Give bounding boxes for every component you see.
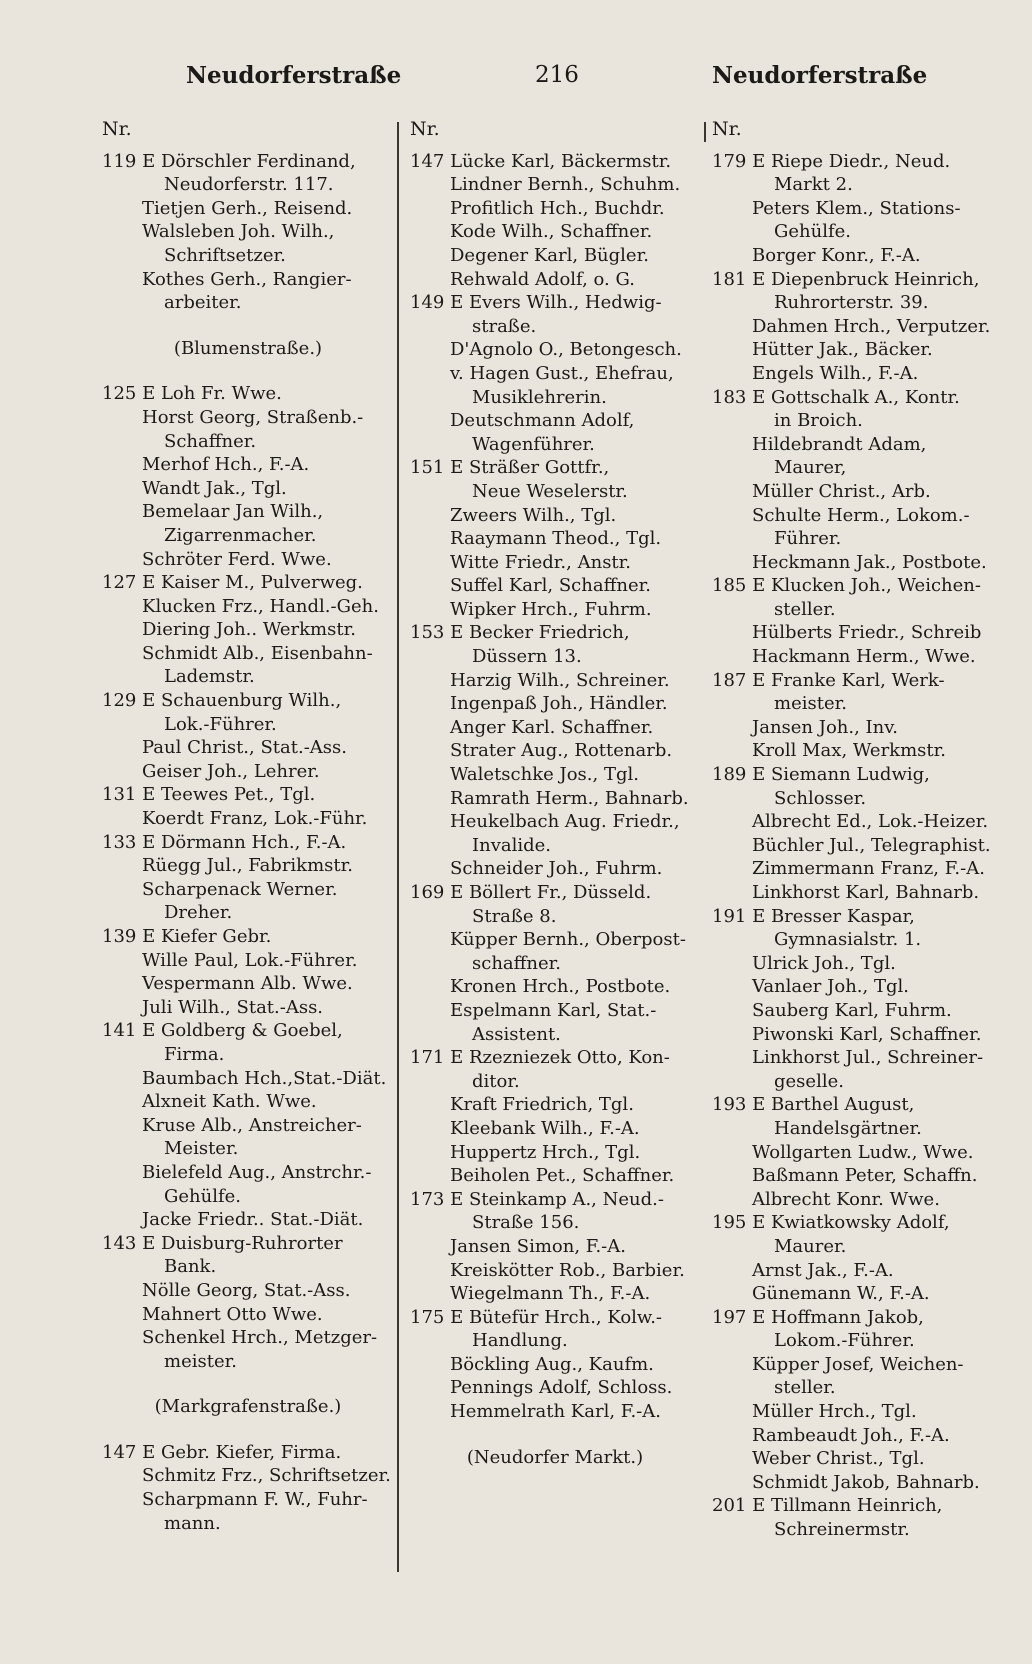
directory-line: 153 E Becker Friedrich, bbox=[410, 622, 630, 644]
directory-line: Albrecht Konr. Wwe. bbox=[752, 1188, 940, 1210]
directory-line: Geiser Joh., Lehrer. bbox=[142, 760, 320, 782]
directory-line: Koerdt Franz, Lok.-Führ. bbox=[142, 808, 368, 830]
directory-line: Maurer, bbox=[774, 457, 847, 479]
directory-line: Sauberg Karl, Fuhrm. bbox=[752, 999, 952, 1021]
directory-line: 193 E Barthel August, bbox=[712, 1094, 915, 1116]
directory-line: Bank. bbox=[164, 1256, 217, 1278]
directory-line: 125 E Loh Fr. Wwe. bbox=[102, 383, 282, 405]
directory-line: v. Hagen Gust., Ehefrau, bbox=[450, 362, 674, 384]
directory-line: Albrecht Ed., Lok.-Heizer. bbox=[752, 811, 989, 833]
directory-line: Hülberts Friedr., Schreib bbox=[752, 622, 982, 644]
directory-line: Baßmann Peter, Schaffn. bbox=[752, 1165, 978, 1187]
directory-line: Ulrick Joh., Tgl. bbox=[752, 952, 896, 974]
directory-line: Walsleben Joh. Wilh., bbox=[142, 221, 335, 243]
directory-line: Kruse Alb., Anstreicher- bbox=[142, 1114, 362, 1136]
directory-line: Alxneit Kath. Wwe. bbox=[142, 1091, 317, 1113]
directory-line: Tietjen Gerh., Reisend. bbox=[142, 197, 353, 219]
directory-line: Dreher. bbox=[164, 902, 233, 924]
directory-line: Jansen Joh., Inv. bbox=[752, 716, 899, 738]
directory-line: Borger Konr., F.-A. bbox=[752, 244, 921, 266]
directory-line: D'Agnolo O., Betongesch. bbox=[450, 339, 682, 361]
directory-line: Straße 156. bbox=[472, 1212, 580, 1234]
directory-line: 181 E Diepenbruck Heinrich, bbox=[712, 268, 980, 290]
directory-line: 195 E Kwiatkowsky Adolf, bbox=[712, 1212, 950, 1234]
directory-line: Schmidt Alb., Eisenbahn- bbox=[142, 642, 373, 664]
directory-line: Hemmelrath Karl, F.-A. bbox=[450, 1401, 661, 1423]
directory-line: Lokom.-Führer. bbox=[774, 1330, 915, 1352]
directory-line: Kronen Hrch., Postbote. bbox=[450, 976, 671, 998]
directory-line: Klucken Frz., Handl.-Geh. bbox=[142, 595, 379, 617]
directory-line: Lademstr. bbox=[164, 666, 255, 688]
directory-line: Deutschmann Adolf, bbox=[450, 410, 635, 432]
directory-line: 191 E Bresser Kaspar, bbox=[712, 905, 915, 927]
directory-line: 173 E Steinkamp A., Neud.- bbox=[410, 1188, 664, 1210]
directory-line: arbeiter. bbox=[164, 292, 242, 314]
directory-line: in Broich. bbox=[774, 410, 863, 432]
directory-line: Rüegg Jul., Fabrikmstr. bbox=[142, 855, 353, 877]
directory-line: Engels Wilh., F.-A. bbox=[752, 362, 919, 384]
directory-line: Küpper Bernh., Oberpost- bbox=[450, 929, 686, 951]
spacer bbox=[102, 1419, 394, 1441]
directory-line: Kroll Max, Werkmstr. bbox=[752, 740, 946, 762]
directory-line: Merhof Hch., F.-A. bbox=[142, 454, 310, 476]
directory-line: 149 E Evers Wilh., Hedwig- bbox=[410, 292, 662, 314]
directory-line: Arnst Jak., F.-A. bbox=[752, 1259, 894, 1281]
street-section-heading: (Markgrafenstraße.) bbox=[154, 1396, 342, 1418]
directory-line: Gehülfe. bbox=[774, 221, 852, 243]
directory-line: Heukelbach Aug. Friedr., bbox=[450, 811, 680, 833]
directory-line: Lok.-Führer. bbox=[164, 713, 277, 735]
column-heading-nr: Nr. bbox=[102, 118, 132, 140]
directory-line: Handelsgärtner. bbox=[774, 1117, 922, 1139]
column-heading-nr: Nr. bbox=[712, 118, 742, 140]
directory-line: Heckmann Jak., Postbote. bbox=[752, 551, 987, 573]
directory-line: Ingenpaß Joh., Händler. bbox=[450, 693, 668, 715]
column-divider bbox=[704, 122, 706, 142]
spacer bbox=[102, 315, 394, 337]
directory-line: Espelmann Karl, Stat.- bbox=[450, 999, 657, 1021]
directory-line: 175 E Bütefür Hrch., Kolw.- bbox=[410, 1306, 662, 1328]
directory-line: 141 E Goldberg & Goebel, bbox=[102, 1020, 343, 1042]
directory-line: Kothes Gerh., Rangier- bbox=[142, 268, 352, 290]
directory-line: Linkhorst Karl, Bahnarb. bbox=[752, 882, 980, 903]
directory-line: Baumbach Hch.,Stat.-Diät. bbox=[142, 1067, 387, 1089]
directory-line: 169 E Böllert Fr., Düsseld. bbox=[410, 882, 652, 903]
directory-line: Weber Christ., Tgl. bbox=[752, 1448, 925, 1470]
directory-line: Handlung. bbox=[472, 1330, 568, 1352]
directory-line: Zigarrenmacher. bbox=[164, 524, 317, 546]
directory-line: Pennings Adolf, Schloss. bbox=[450, 1377, 673, 1399]
directory-line: Kraft Friedrich, Tgl. bbox=[450, 1094, 634, 1116]
directory-line: Kreiskötter Rob., Barbier. bbox=[450, 1259, 685, 1281]
directory-line: Wagenführer. bbox=[472, 433, 595, 455]
directory-line: Juli Wilh., Stat.-Ass. bbox=[142, 996, 324, 1018]
directory-line: 119 E Dörschler Ferdinand, bbox=[102, 150, 356, 172]
directory-line: Ramrath Herm., Bahnarb. bbox=[450, 787, 689, 809]
directory-line: 127 E Kaiser M., Pulverweg. bbox=[102, 572, 363, 594]
running-head-left: Neudorferstraße bbox=[186, 62, 402, 89]
spacer bbox=[410, 1424, 700, 1446]
directory-line: 189 E Siemann Ludwig, bbox=[712, 764, 930, 786]
directory-line: Harzig Wilh., Schreiner. bbox=[450, 669, 670, 691]
directory-line: Suffel Karl, Schaffner. bbox=[450, 575, 651, 597]
directory-line: Schröter Ferd. Wwe. bbox=[142, 548, 332, 570]
directory-line: Böckling Aug., Kaufm. bbox=[450, 1353, 654, 1375]
directory-line: geselle. bbox=[774, 1070, 844, 1092]
directory-line: Nölle Georg, Stat.-Ass. bbox=[142, 1279, 351, 1301]
directory-line: ditor. bbox=[472, 1070, 520, 1092]
directory-line: Bielefeld Aug., Anstrchr.- bbox=[142, 1161, 372, 1183]
directory-line: Jansen Simon, F.-A. bbox=[450, 1235, 626, 1257]
directory-line: Schenkel Hrch., Metzger- bbox=[142, 1327, 378, 1349]
directory-line: Schneider Joh., Fuhrm. bbox=[450, 858, 663, 880]
directory-line: Meister. bbox=[164, 1138, 239, 1160]
directory-line: Scharpenack Werner. bbox=[142, 878, 338, 900]
directory-line: Dahmen Hrch., Verputzer. bbox=[752, 315, 991, 337]
running-head-right: Neudorferstraße bbox=[712, 62, 928, 89]
directory-line: Schlosser. bbox=[774, 787, 867, 809]
directory-line: Mahnert Otto Wwe. bbox=[142, 1303, 323, 1325]
directory-line: Rehwald Adolf, o. G. bbox=[450, 268, 635, 290]
directory-line: Profitlich Hch., Buchdr. bbox=[450, 197, 665, 219]
directory-line: Waletschke Jos., Tgl. bbox=[450, 764, 639, 786]
directory-line: Zweers Wilh., Tgl. bbox=[450, 504, 617, 526]
directory-line: Scharpmann F. W., Fuhr- bbox=[142, 1489, 368, 1511]
column-2 bbox=[410, 118, 700, 1469]
column-3 bbox=[712, 118, 1012, 1542]
directory-line: 197 E Hoffmann Jakob, bbox=[712, 1306, 924, 1328]
directory-line: Musiklehrerin. bbox=[472, 386, 607, 408]
directory-line: Hackmann Herm., Wwe. bbox=[752, 646, 976, 668]
directory-line: schaffner. bbox=[472, 952, 562, 974]
directory-line: 171 E Rzezniezek Otto, Kon- bbox=[410, 1047, 670, 1069]
directory-line: Invalide. bbox=[472, 834, 552, 856]
page-header bbox=[0, 62, 1032, 102]
directory-line: Ruhrorterstr. 39. bbox=[774, 292, 929, 314]
directory-line: Degener Karl, Bügler. bbox=[450, 244, 649, 266]
directory-line: Schmidt Jakob, Bahnarb. bbox=[752, 1471, 980, 1493]
directory-line: Zimmermann Franz, F.-A. bbox=[752, 858, 985, 880]
directory-line: Anger Karl. Schaffner. bbox=[450, 716, 654, 738]
directory-line: mann. bbox=[164, 1512, 221, 1534]
spacer bbox=[102, 1373, 394, 1395]
spacer bbox=[102, 360, 394, 382]
directory-line: Kode Wilh., Schaffner. bbox=[450, 221, 653, 243]
directory-line: Küpper Josef, Weichen- bbox=[752, 1353, 964, 1375]
directory-line: meister. bbox=[164, 1350, 237, 1372]
directory-line: 185 E Klucken Joh., Weichen- bbox=[712, 575, 981, 597]
directory-line: Hütter Jak., Bäcker. bbox=[752, 339, 933, 361]
directory-line: Wiegelmann Th., F.-A. bbox=[450, 1283, 651, 1305]
directory-line: Neudorferstr. 117. bbox=[164, 174, 334, 196]
directory-line: Rambeaudt Joh., F.-A. bbox=[752, 1424, 950, 1446]
directory-line: Diering Joh.. Werkmstr. bbox=[142, 619, 356, 641]
directory-line: Vanlaer Joh., Tgl. bbox=[752, 976, 909, 998]
directory-line: Führer. bbox=[774, 528, 842, 550]
directory-line: Vespermann Alb. Wwe. bbox=[142, 973, 353, 995]
directory-line: Straße 8. bbox=[472, 905, 557, 927]
directory-line: Jacke Friedr.. Stat.-Diät. bbox=[142, 1209, 364, 1231]
directory-line: Raaymann Theod., Tgl. bbox=[450, 528, 662, 550]
directory-line: Wandt Jak., Tgl. bbox=[142, 477, 287, 499]
directory-line: Düssern 13. bbox=[472, 646, 582, 668]
directory-line: steller. bbox=[774, 598, 836, 620]
directory-line: 129 E Schauenburg Wilh., bbox=[102, 690, 342, 712]
directory-line: Huppertz Hrch., Tgl. bbox=[450, 1141, 641, 1163]
directory-line: Horst Georg, Straßenb.- bbox=[142, 406, 364, 428]
directory-line: straße. bbox=[472, 315, 537, 337]
directory-line: Lindner Bernh., Schuhm. bbox=[450, 174, 681, 196]
directory-line: Peters Klem., Stations- bbox=[752, 197, 961, 219]
directory-line: Schriftsetzer. bbox=[164, 244, 286, 266]
directory-line: Schulte Herm., Lokom.- bbox=[752, 504, 970, 526]
column-heading-nr: Nr. bbox=[410, 118, 440, 140]
directory-line: Günemann W., F.-A. bbox=[752, 1283, 930, 1305]
directory-line: 139 E Kiefer Gebr. bbox=[102, 926, 272, 947]
directory-line: Paul Christ., Stat.-Ass. bbox=[142, 737, 347, 759]
directory-line: Wipker Hrch., Fuhrm. bbox=[450, 598, 652, 620]
directory-line: Markt 2. bbox=[774, 174, 853, 196]
directory-line: Neue Weselerstr. bbox=[472, 480, 628, 502]
directory-line: Schreinermstr. bbox=[774, 1519, 910, 1541]
directory-line: 187 E Franke Karl, Werk- bbox=[712, 669, 945, 691]
directory-line: Büchler Jul., Telegraphist. bbox=[752, 834, 991, 856]
page-number: 216 bbox=[535, 62, 579, 88]
directory-line: 183 E Gottschalk A., Kontr. bbox=[712, 386, 960, 408]
directory-line: Assistent. bbox=[472, 1023, 561, 1045]
directory-line: Firma. bbox=[164, 1043, 225, 1065]
directory-line: Schaffner. bbox=[164, 430, 257, 452]
directory-line: steller. bbox=[774, 1377, 836, 1399]
directory-line: Müller Christ., Arb. bbox=[752, 480, 931, 502]
directory-line: Bemelaar Jan Wilh., bbox=[142, 501, 324, 523]
column-1 bbox=[102, 118, 394, 1535]
directory-line: Hildebrandt Adam, bbox=[752, 433, 927, 455]
directory-line: 179 E Riepe Diedr., Neud. bbox=[712, 150, 951, 172]
directory-line: 147 Lücke Karl, Bäckermstr. bbox=[410, 150, 672, 172]
directory-line: Strater Aug., Rottenarb. bbox=[450, 740, 673, 762]
directory-line: meister. bbox=[774, 693, 847, 715]
directory-line: Müller Hrch., Tgl. bbox=[752, 1401, 917, 1423]
directory-line: Wollgarten Ludw., Wwe. bbox=[752, 1141, 974, 1163]
directory-line: Maurer. bbox=[774, 1235, 847, 1257]
directory-line: Wille Paul, Lok.-Führer. bbox=[142, 949, 358, 971]
directory-line: 147 E Gebr. Kiefer, Firma. bbox=[102, 1441, 342, 1463]
street-section-heading: (Neudorfer Markt.) bbox=[466, 1446, 644, 1468]
directory-line: 143 E Duisburg-Ruhrorter bbox=[102, 1232, 343, 1254]
directory-line: 133 E Dörmann Hch., F.-A. bbox=[102, 831, 347, 853]
directory-line: Kleebank Wilh., F.-A. bbox=[450, 1117, 640, 1139]
directory-line: Gehülfe. bbox=[164, 1185, 242, 1207]
directory-line: Beiholen Pet., Schaffner. bbox=[450, 1165, 675, 1187]
directory-line: 131 E Teewes Pet., Tgl. bbox=[102, 784, 316, 806]
directory-line: Gymnasialstr. 1. bbox=[774, 929, 922, 951]
directory-line: 201 E Tillmann Heinrich, bbox=[712, 1495, 943, 1517]
directory-line: 151 E Sträßer Gottfr., bbox=[410, 457, 610, 479]
directory-line: Witte Friedr., Anstr. bbox=[450, 551, 632, 573]
directory-line: Schmitz Frz., Schriftsetzer. bbox=[142, 1465, 391, 1487]
column-divider bbox=[397, 122, 399, 1572]
directory-line: Piwonski Karl, Schaffner. bbox=[752, 1023, 982, 1045]
street-section-heading: (Blumenstraße.) bbox=[173, 337, 323, 359]
directory-line: Linkhorst Jul., Schreiner- bbox=[752, 1047, 984, 1069]
